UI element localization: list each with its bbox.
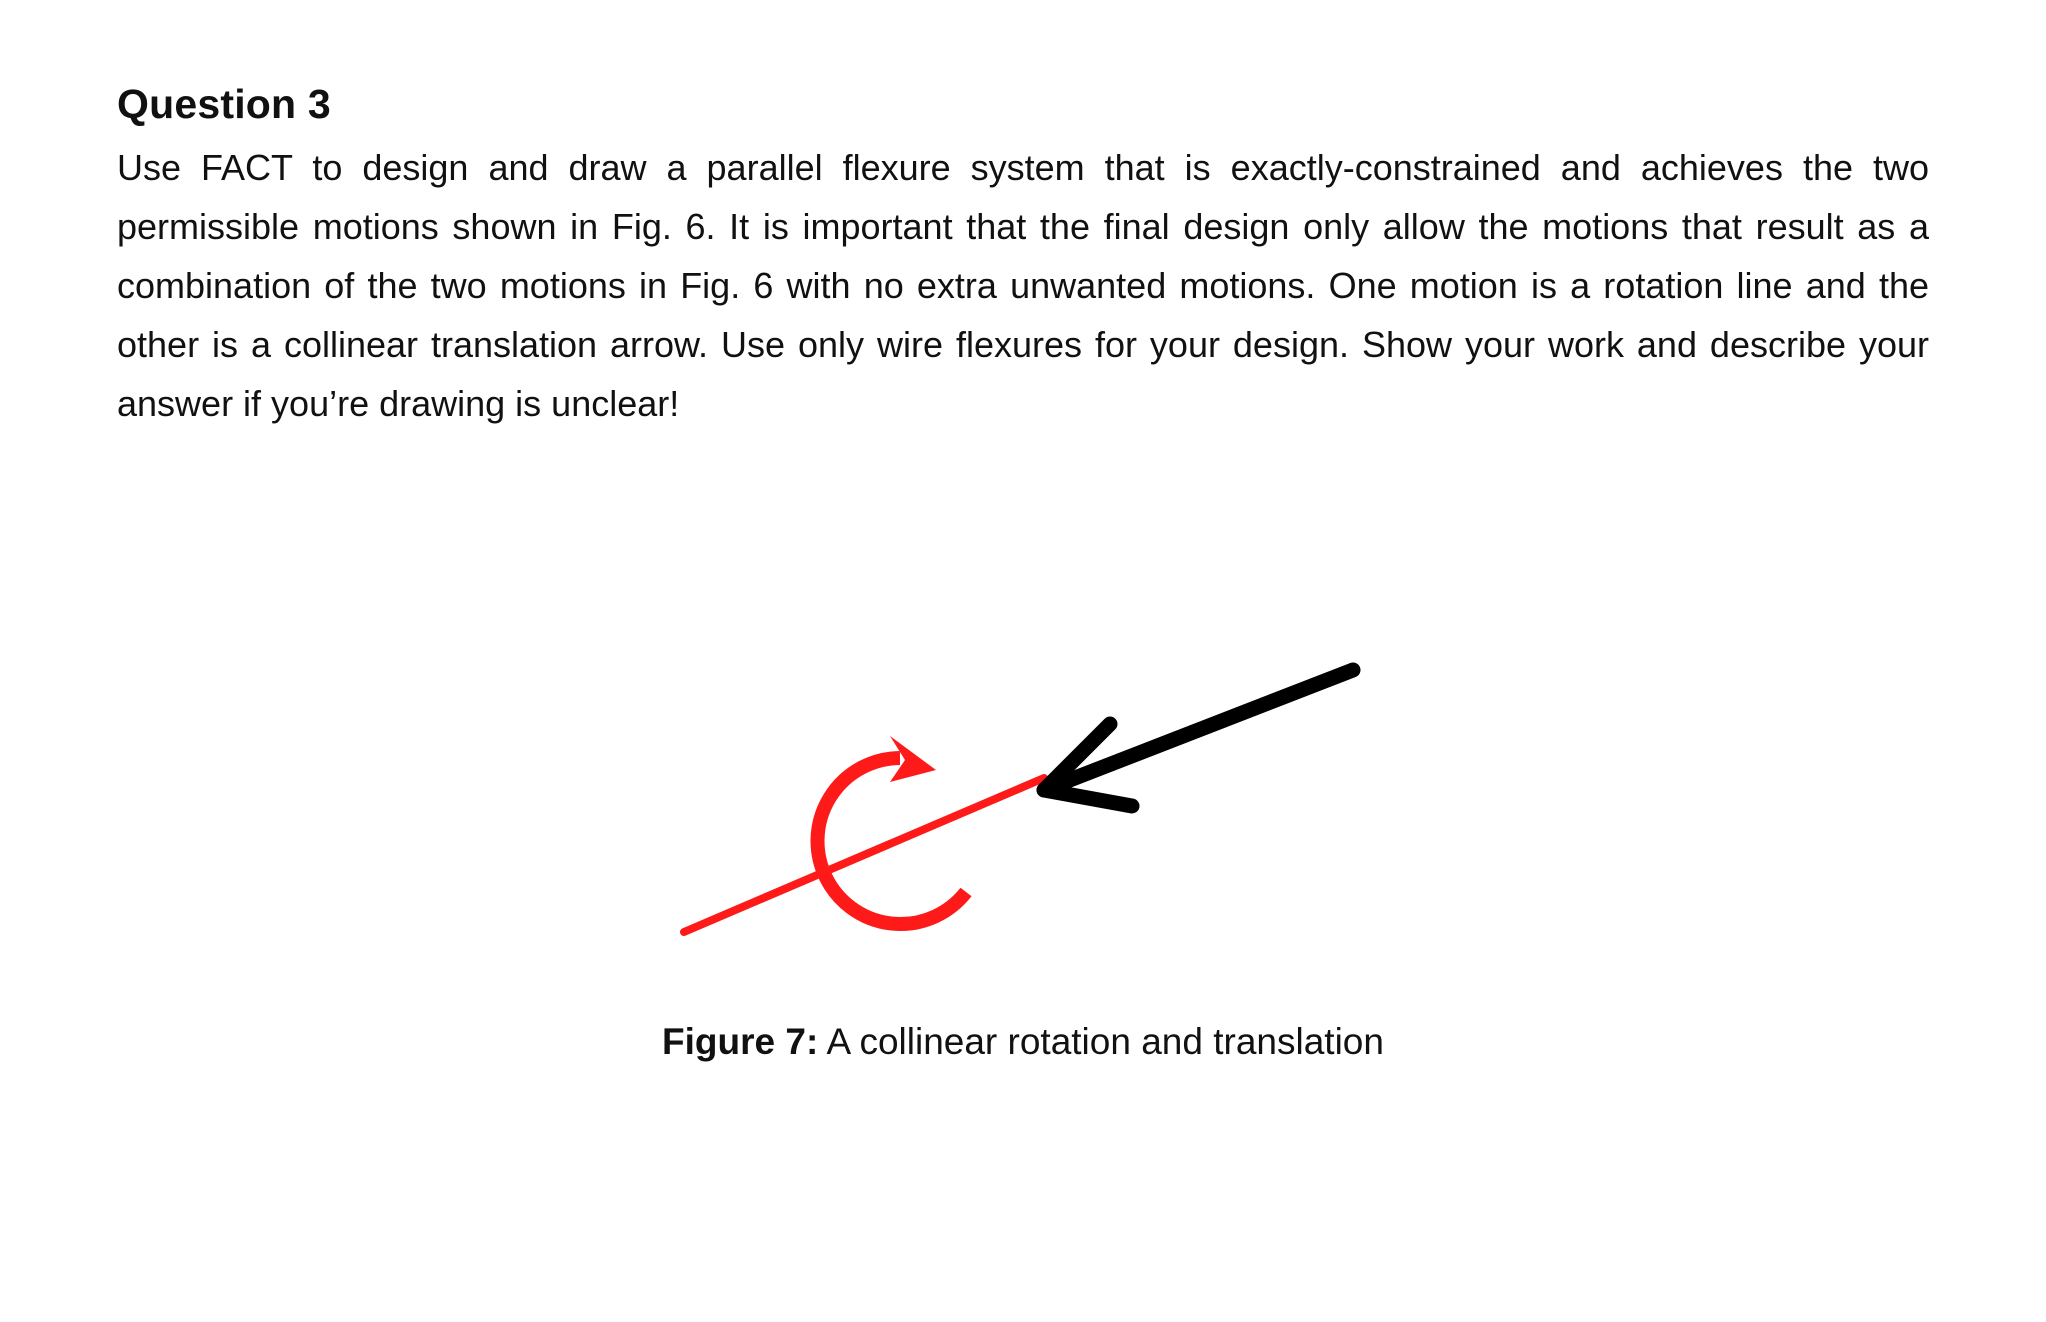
figure-diagram <box>640 640 1400 1000</box>
figure-caption-label: Figure 7: <box>662 1021 819 1062</box>
question-heading: Question 3 <box>117 81 331 127</box>
question-body: Use FACT to design and draw a parallel flexure system that is exactly-constrained and achieves the two permissible motions shown in Fig. 6. It is important that the final design only allow the motions that result as a combination of the two motions in Fig. 6 with no extra unwanted motions. One motion is a rotation line and the other is a collinear translation arrow. Use only wire flexures for your design. Show your work and describe your answer if you’re drawing is unclear! <box>117 147 1929 424</box>
figure-caption-text: A collinear rotation and translation <box>818 1021 1384 1062</box>
figure-caption <box>0 1018 2046 1066</box>
motion-diagram <box>640 640 1400 1000</box>
translation-arrow-shaft <box>1044 670 1353 790</box>
